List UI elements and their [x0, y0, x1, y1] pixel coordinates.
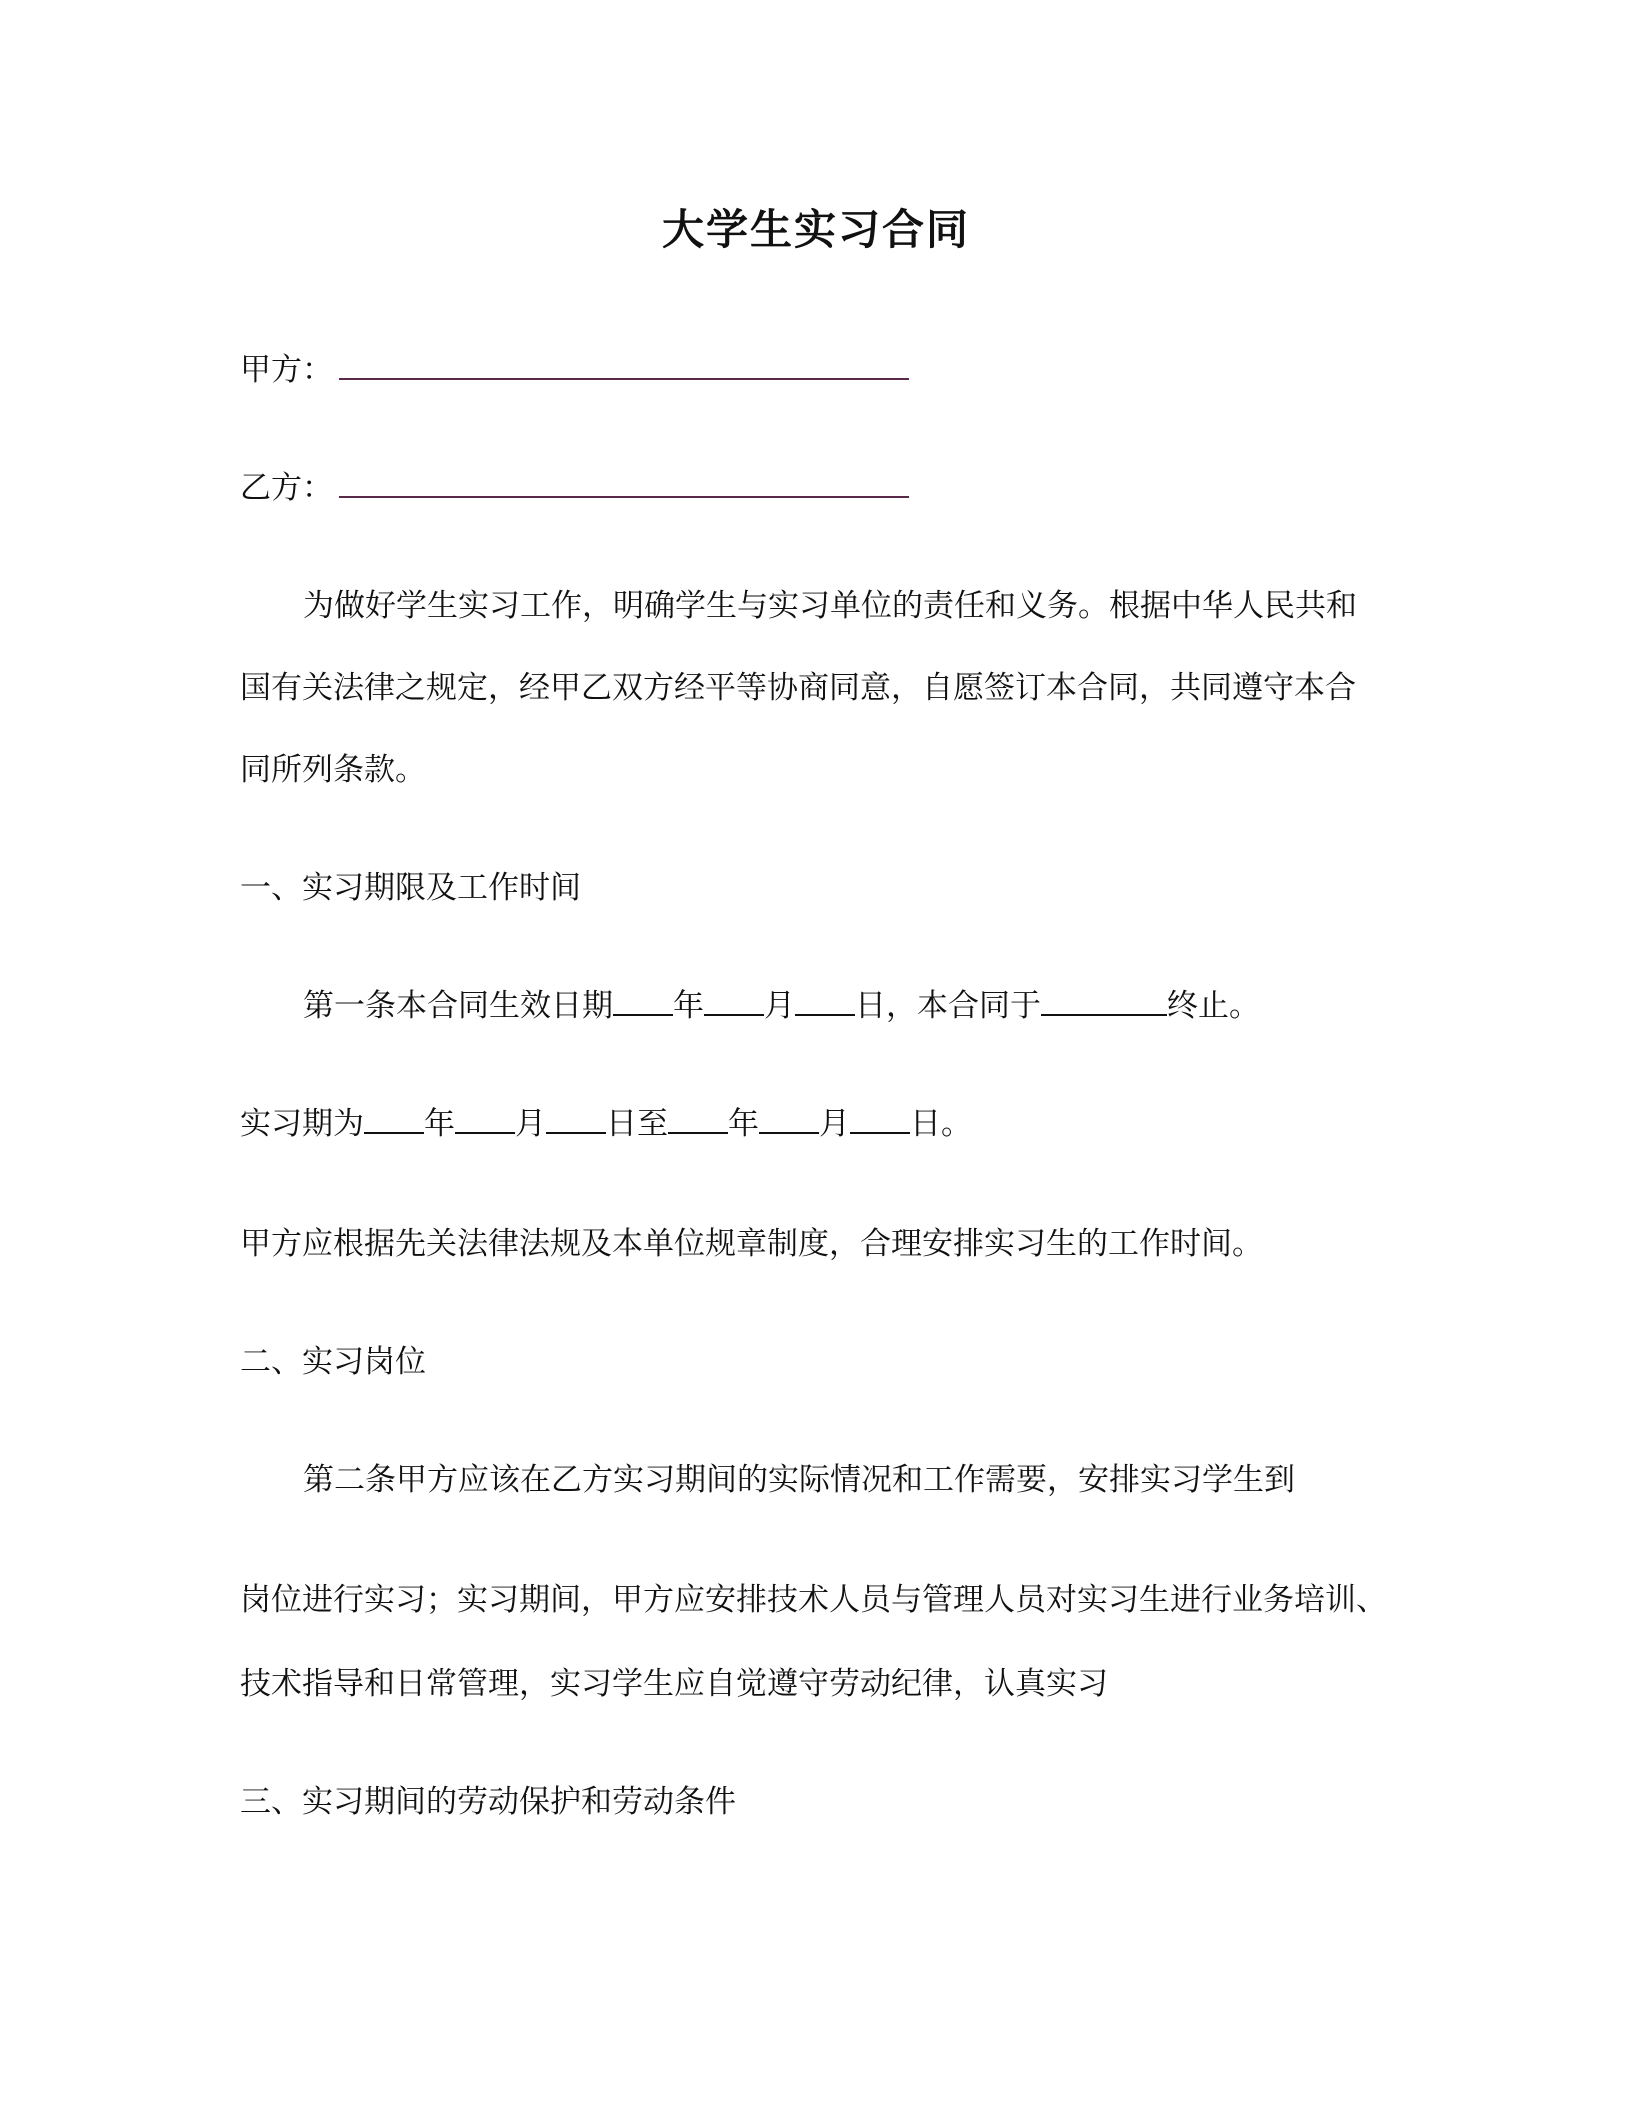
document-title: 大学生实习合同	[661, 205, 970, 254]
section3-heading: 三、实习期间的劳动保护和劳动条件	[240, 1784, 736, 1820]
period-start-day-blank	[546, 1104, 606, 1134]
article1-day-label: 日，本合同于	[855, 988, 1041, 1024]
period-month2-label: 月	[819, 1106, 850, 1142]
period-end-day-blank	[850, 1104, 910, 1134]
party-b-line	[240, 466, 909, 510]
party-a-line	[240, 348, 909, 392]
article1-end-label: 终止。	[1167, 988, 1260, 1024]
party-b-label: 乙方：	[240, 470, 333, 506]
period-end-month-blank	[759, 1104, 819, 1134]
period-month-label: 月	[515, 1106, 546, 1142]
article1-prefix: 第一条本合同生效日期	[303, 988, 613, 1024]
article1-end-blank	[1041, 986, 1167, 1016]
period-prefix: 实习期为	[240, 1106, 364, 1142]
period-year-label: 年	[424, 1106, 455, 1142]
worktime-line: 甲方应根据先关法律法规及本单位规章制度，合理安排实习生的工作时间。	[240, 1226, 1263, 1262]
article1-line	[303, 984, 1260, 1028]
party-a-blank	[339, 348, 909, 380]
intro-line-1: 为做好学生实习工作，明确学生与实习单位的责任和义务。根据中华人民共和	[303, 588, 1357, 624]
party-b-blank	[339, 466, 909, 498]
article1-day-blank	[795, 986, 855, 1016]
section1-heading: 一、实习期限及工作时间	[240, 870, 581, 906]
period-day-end-label: 日。	[910, 1106, 972, 1142]
intro-line-2: 国有关法律之规定，经甲乙双方经平等协商同意，自愿签订本合同，共同遵守本合	[240, 670, 1356, 706]
article2-line-3: 技术指导和日常管理，实习学生应自觉遵守劳动纪律，认真实习	[240, 1666, 1108, 1702]
party-a-label: 甲方：	[240, 352, 333, 388]
intro-line-3: 同所列条款。	[240, 752, 426, 788]
period-day-to-label: 日至	[606, 1106, 668, 1142]
article2-line-2: 岗位进行实习；实习期间，甲方应安排技术人员与管理人员对实习生进行业务培训、	[240, 1582, 1387, 1618]
period-line	[240, 1102, 972, 1146]
section2-heading: 二、实习岗位	[240, 1344, 426, 1380]
period-start-month-blank	[455, 1104, 515, 1134]
period-start-year-blank	[364, 1104, 424, 1134]
article1-year-blank	[613, 986, 673, 1016]
period-year2-label: 年	[728, 1106, 759, 1142]
article1-month-label: 月	[764, 988, 795, 1024]
article2-line-1: 第二条甲方应该在乙方实习期间的实际情况和工作需要，安排实习学生到	[303, 1462, 1295, 1498]
article1-year-label: 年	[673, 988, 704, 1024]
article1-month-blank	[704, 986, 764, 1016]
period-end-year-blank	[668, 1104, 728, 1134]
